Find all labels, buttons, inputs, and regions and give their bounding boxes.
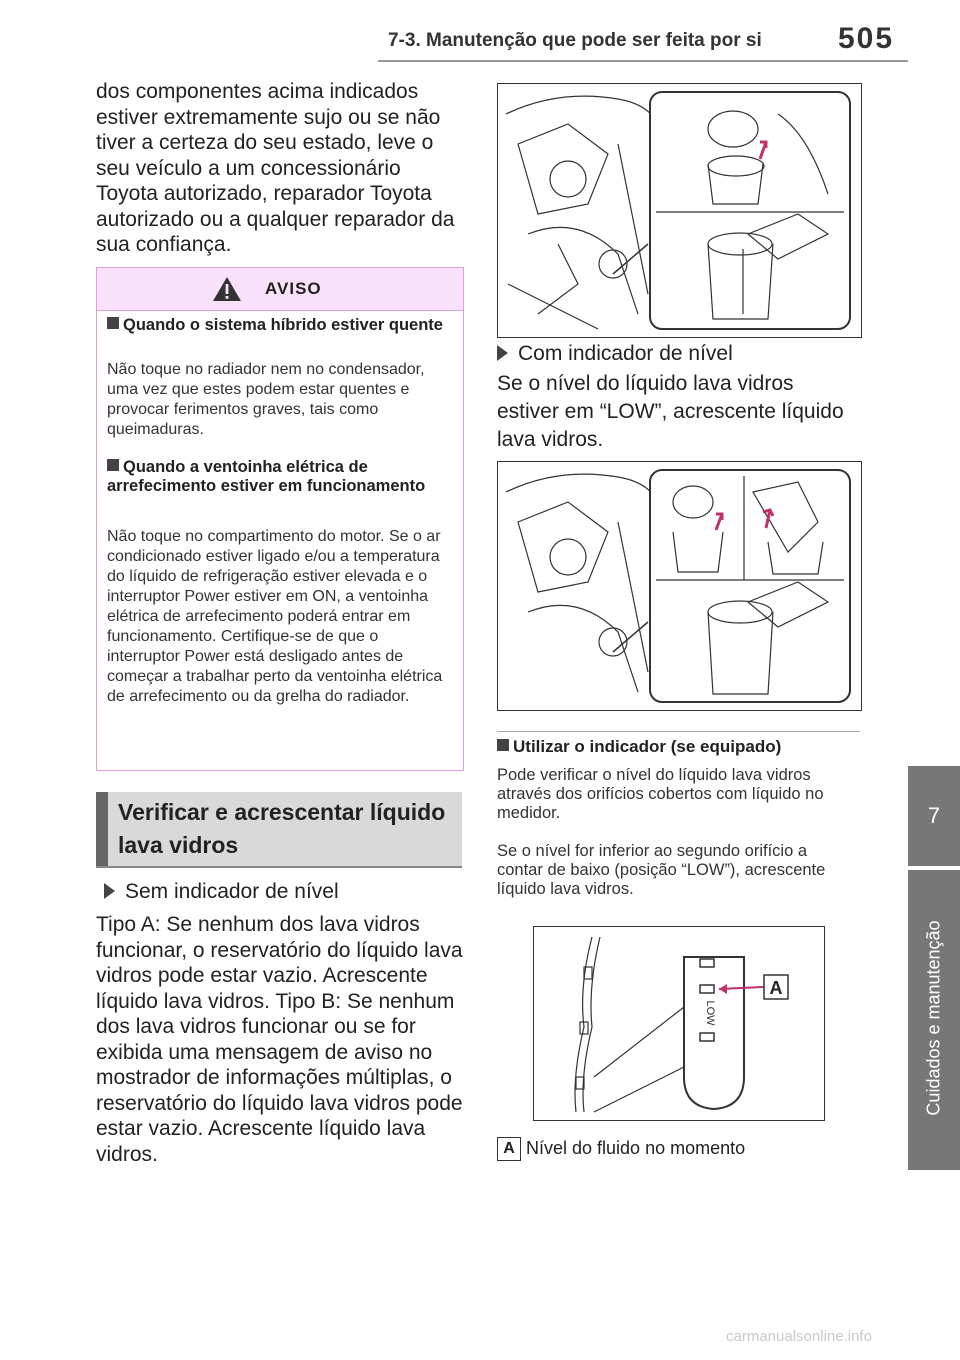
engine-illustration-icon — [498, 462, 861, 710]
section-heading-bar — [96, 792, 108, 866]
caption-key: A — [497, 1137, 521, 1161]
figure-level-gauge — [533, 926, 825, 1121]
subsection-label: Com indicador de nível — [497, 342, 733, 366]
engine-illustration-icon — [498, 84, 861, 337]
section-heading: Verificar e acrescentar líquido lava vidros — [118, 799, 446, 858]
callout-a: A — [769, 978, 783, 998]
bullet-triangle-icon — [104, 883, 115, 899]
warning-item-heading: Quando o sistema híbrido estiver quente — [107, 316, 452, 335]
warning-title: AVISO — [265, 279, 322, 298]
without-indicator-text: Tipo A: Se nenhum dos lava vidros funcionar, o reservatório do líquido lava vidros pode estar vazio. Acrescente líquido lava vidros. Tipo B: Se nenhum dos lava vidros funcionar ou se for exibida uma mensagem de aviso no mostrador de informações múltiplas, o reservatório do líquido lava vidros pode estar vazio. Acrescente líquido lava vidros. — [96, 913, 463, 1166]
chapter-tab-number[interactable]: 7 — [908, 766, 960, 866]
intro-paragraph: dos componentes acima indicados estiver extremamente sujo ou se não tiver a certeza do seu estado, leve o seu veículo a um concessionário Toyota autorizado, reparador Toyota autorizado ou a qualquer reparador da sua confiança. — [96, 80, 455, 256]
low-mark-label: LOW — [704, 1000, 716, 1026]
warning-box — [96, 267, 464, 771]
with-indicator-text: Se o nível do líquido lava vidros estiver em “LOW”, acrescente líquido lava vidros. — [497, 372, 844, 451]
warning-item-text: Não toque no radiador nem no condensador, uma vez que estes podem estar quentes e provocar ferimentos graves, tais como queimaduras. — [107, 361, 425, 438]
caption-text: Nível do fluido no momento — [526, 1138, 746, 1158]
gauge-paragraph: Se o nível for inferior ao segundo orifício a contar de baixo (posição “LOW”), acrescente líquido lava vidros. — [497, 842, 826, 898]
header-rule — [378, 60, 908, 62]
warning-item-heading: Quando a ventoinha elétrica de arrefecimento estiver em funcionamento — [107, 458, 426, 495]
figure-reservoir-no-indicator — [497, 83, 862, 338]
footer-watermark: carmanualsonline.info — [726, 1328, 872, 1345]
gauge-paragraph: Pode verificar o nível do líquido lava vidros através dos orifícios cobertos com líquido no medidor. — [497, 766, 824, 822]
subsection-label: Sem indicador de nível — [104, 880, 339, 904]
gauge-heading: Utilizar o indicador (se equipado) — [497, 737, 781, 757]
warning-triangle-icon — [212, 276, 242, 302]
figure-reservoir-with-indicator — [497, 461, 862, 711]
chapter-tab-label: Cuidados e manutenção — [923, 920, 944, 1116]
divider — [497, 731, 860, 732]
page-number: 505 — [838, 22, 895, 55]
section-header-title: 7-3. Manutenção que pode ser feita por si — [388, 30, 762, 51]
warning-item-text: Não toque no compartimento do motor. Se o ar condicionado estiver ligado e/ou a temperatura do líquido de refrigeração estiver elevada e o interruptor Power estiver em ON, a ventoinha elétrica de arrefecimento poderá entrar em funcionamento. Certifique-se de que o interruptor Power está desligado antes de começar a trabalhar perto da ventoinha elétrica de arrefecimento ou da grelha do radiador. — [107, 528, 443, 705]
bullet-triangle-icon — [497, 345, 508, 361]
dipstick-illustration-icon — [534, 927, 824, 1120]
